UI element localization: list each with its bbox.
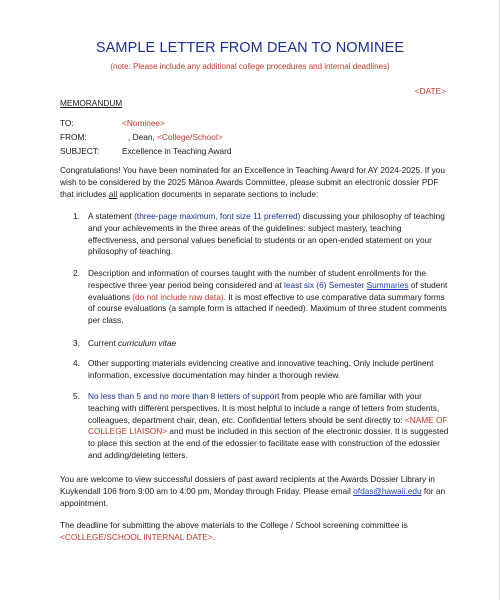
to-label: TO: <box>60 118 74 128</box>
item-text: from people who are familiar with your teaching with different perspectives. It is most helpful to include a range of letters from students, colleagues, department chair, dean, etc. Confidential letters should be sent directly to: <box>88 391 440 425</box>
item-warning: (do not include raw data) <box>132 291 224 302</box>
item-text: of student evaluations <box>88 279 448 302</box>
date-placeholder: <DATE> <box>414 86 446 96</box>
liaison-placeholder: <NAME OF COLLEGE LIAISON> <box>88 414 448 437</box>
closing-text: You are welcome to view successful dossiers of past award recipients at the Awards Dossier Library in Kuykendall 106 from 9:00 am to 4:00 pm, Monday through Friday. Please email <box>60 474 435 496</box>
item-text: discussing your philosophy of teaching and your achievements in the three areas of the guidelines: subject mastery, teaching effectiveness, and personal values beneficial to students or an open-ended statement on your philosophy of teaching. <box>88 211 445 257</box>
list-item-2 <box>60 268 452 327</box>
summaries-link[interactable]: Summaries <box>366 279 409 290</box>
item-text: Other supporting materials evidencing creative and innovative teaching. Only include pertinent information, excessive documentation may hinder a thorough review. <box>88 358 434 380</box>
item-text: . It is most effective to use comparative data summary forms of course evaluations (a sample form is attached if needed). Maximum of three student comments per class. <box>88 291 447 326</box>
item-number: 1. <box>73 211 80 221</box>
item-text: Current <box>88 338 118 348</box>
from-line <box>60 132 223 142</box>
memorandum-heading: MEMORANDUM <box>60 98 123 108</box>
item-number: 2. <box>73 268 80 278</box>
list-item-5 <box>60 391 452 462</box>
closing-text: for an appointment. <box>60 485 446 508</box>
intro-text-1: Congratulations! You have been nominated for an Excellence in Teaching Award for AY 2024-2025. If you wish to be considered by the 2025 Mānoa Awards Committee, please submit an electronic dossier PDF that includes <box>60 165 446 199</box>
email-link[interactable]: ofdas@hawaii.edu <box>353 485 422 496</box>
item-text: Description and information of courses taught with the number of student enrollments for the respective three year period being considered and at <box>88 268 427 290</box>
item-highlight: No less than 5 and no more than 8 letters of support <box>88 391 280 401</box>
to-line <box>60 118 165 128</box>
deadline-text: . <box>212 531 216 542</box>
from-label: FROM: <box>60 132 87 142</box>
item-text: and must be included in this section of the electronic dossier. It is suggested to place this section at the end of the edossier to facilitate ease with construction of the edossier and adding/deleting letters. <box>88 426 449 460</box>
item-highlight: (three-page maximum, font size 11 preferred) <box>134 211 301 221</box>
from-prefix: , Dean, <box>128 132 158 142</box>
item-number: 5. <box>73 391 80 401</box>
letter-title: SAMPLE LETTER FROM DEAN TO NOMINEE <box>95 40 405 56</box>
item-text: A statement <box>88 211 135 221</box>
list-item-1 <box>60 211 452 258</box>
closing-paragraph-1 <box>60 474 452 509</box>
subject-line <box>60 146 231 156</box>
intro-underlined: all <box>108 188 118 199</box>
from-value: <College/School> <box>157 132 223 142</box>
intro-paragraph <box>60 165 452 200</box>
item-highlight: least six (6) Semester <box>284 279 367 290</box>
item-number: 3. <box>73 338 80 348</box>
deadline-text: The deadline for submitting the above materials to the College / School screening committee is <box>60 520 408 530</box>
instruction-note: (note: Please include any additional college procedures and internal deadlines) <box>110 62 390 71</box>
subject-value: Excellence in Teaching Award <box>122 146 232 156</box>
subject-label: SUBJECT: <box>60 146 100 156</box>
item-italic: curriculum vitae <box>117 338 177 348</box>
to-value: <Nominee> <box>122 118 165 128</box>
list-item-4 <box>60 358 452 382</box>
intro-text-2: application documents in separate sections to include: <box>117 188 319 199</box>
deadline-placeholder: <COLLEGE/SCHOOL INTERNAL DATE> <box>60 531 213 542</box>
list-item-3 <box>60 338 452 350</box>
closing-paragraph-2 <box>60 520 452 544</box>
item-number: 4. <box>73 358 80 368</box>
